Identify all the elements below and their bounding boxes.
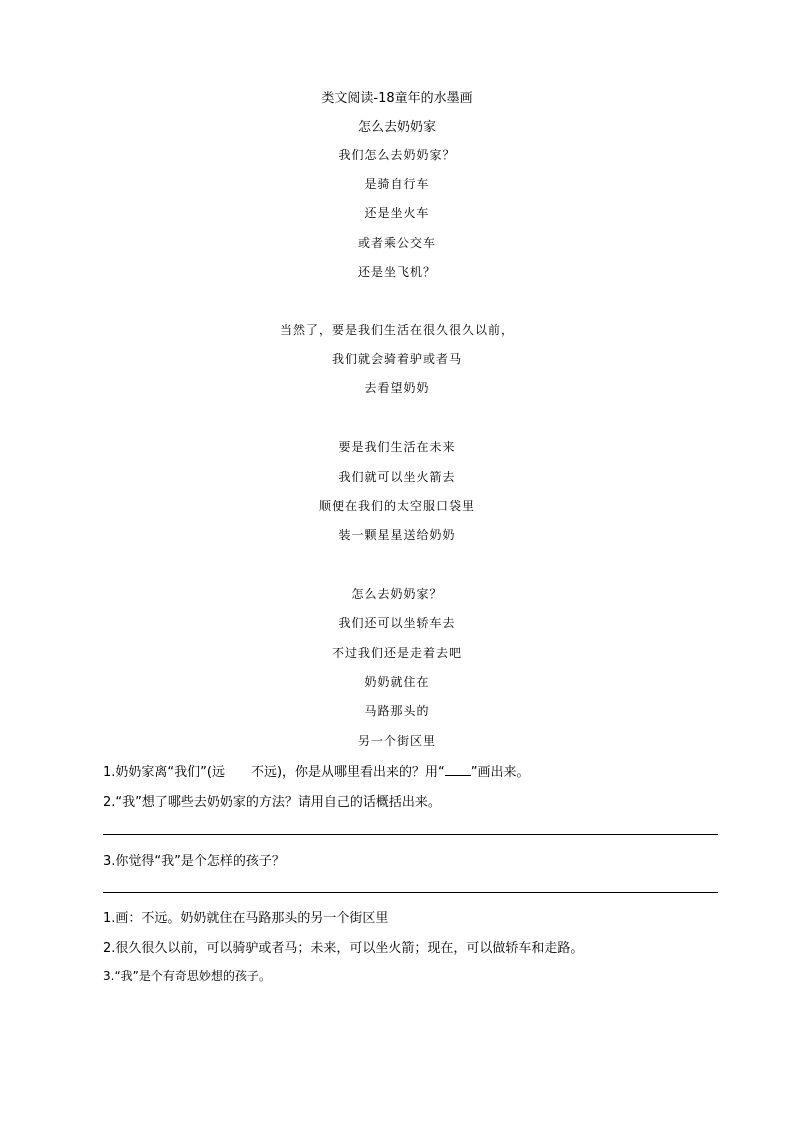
answer-line[interactable] — [103, 892, 718, 893]
poem-line: 不过我们还是走着去吧 — [331, 646, 462, 660]
question-1-part3: ”画出来。 — [470, 765, 530, 780]
poem-line: 我们就可以坐火箭去 — [338, 470, 456, 484]
poem-line: 我们怎么去奶奶家？ — [338, 148, 456, 162]
poem-line: 另一个街区里 — [357, 734, 436, 748]
underline-mark — [445, 765, 471, 776]
poem-line: 装一颗星星送给奶奶 — [338, 528, 456, 542]
answer-line[interactable] — [103, 834, 718, 835]
poem-line: 还是坐火车 — [364, 206, 430, 220]
poem-line: 去看望奶奶 — [364, 381, 430, 395]
poem-line: 怎么去奶奶家？ — [351, 587, 443, 601]
answer-2: 2.很久很久以前，可以骑驴或者马；未来，可以坐火箭；现在，可以做轿车和走路。 — [103, 941, 584, 956]
poem-line: 我们还可以坐轿车去 — [338, 616, 456, 630]
poem-line: 要是我们生活在未来 — [338, 440, 456, 454]
question-2: 2.“我”想了哪些去奶奶家的方法？请用自己的话概括出来。 — [103, 795, 441, 810]
poem-line: 还是坐飞机？ — [357, 265, 436, 279]
poem-line: 当然了，要是我们生活在很久很久以前， — [279, 323, 514, 337]
question-3: 3.你觉得“我”是个怎样的孩子？ — [103, 854, 285, 869]
poem-line: 或者乘公交车 — [357, 236, 436, 250]
poem-line: 奶奶就住在 — [364, 675, 430, 689]
answer-1: 1.画：不远。奶奶就住在马路那头的另一个街区里 — [103, 911, 389, 926]
poem-line: 我们就会骑着驴或者马 — [331, 352, 462, 366]
answer-3: 3.“我”是个有奇思妙想的孩子。 — [103, 969, 271, 983]
question-1 — [103, 761, 530, 780]
document-title: 类文阅读-18童年的水墨画 — [321, 91, 473, 106]
poem-line: 马路那头的 — [364, 704, 430, 718]
question-1-part1: 1.奶奶家离“我们”(远 — [103, 765, 225, 780]
poem-line: 是骑自行车 — [364, 177, 430, 191]
poem-title: 怎么去奶奶家 — [357, 120, 436, 135]
poem-line: 顺便在我们的太空服口袋里 — [318, 499, 475, 513]
question-1-part2: 不远)，你是从哪里看出来的？用“ — [250, 765, 445, 780]
